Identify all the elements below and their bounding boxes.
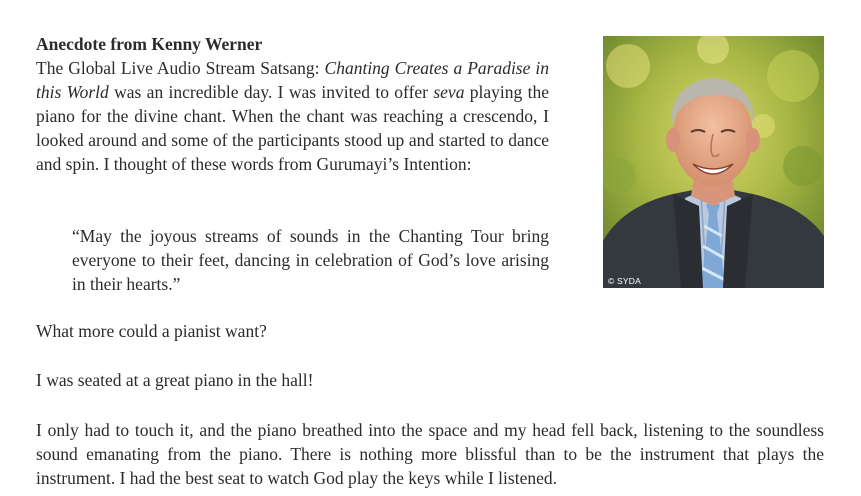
intro-text-mid: was an incredible day. I was invited to offer: [108, 82, 434, 102]
pianist-question: What more could a pianist want?: [36, 321, 267, 341]
piano-seat-sentence: I was seated at a great piano in the hall!: [36, 370, 314, 390]
anecdote-heading: Anecdote from Kenny Werner: [36, 34, 263, 54]
portrait-photo: [603, 36, 824, 288]
intro-text-end: playing the piano for the divine chant. When the chant was reaching a crescendo, I looked around and some of the participants stood up and started to dance and spin. I thought of these words from Gurumayi’s Intention:: [36, 82, 550, 174]
intro-text-block: [36, 32, 549, 176]
intro-paragraph: [36, 56, 549, 176]
closing-paragraph: I only had to touch it, and the piano breathed into the space and my head fell back, listening to the soundless sound emanating from the piano. There is nothing more blissful than to be the instrument that plays the instrument. I had the best seat to watch God play the keys while I listened.: [36, 420, 824, 488]
seva-word: seva: [433, 82, 465, 102]
portrait-image: [603, 36, 824, 288]
intention-quote: “May the joyous streams of sounds in the Chanting Tour bring everyone to their feet, dancing in celebration of God’s love arising in their hearts.”: [72, 226, 549, 294]
intro-text-start: The Global Live Audio Stream Satsang:: [36, 58, 325, 78]
photo-copyright: © SYDA: [608, 276, 641, 286]
satsang-title: Chanting Creates a Paradise in this World: [36, 58, 549, 102]
